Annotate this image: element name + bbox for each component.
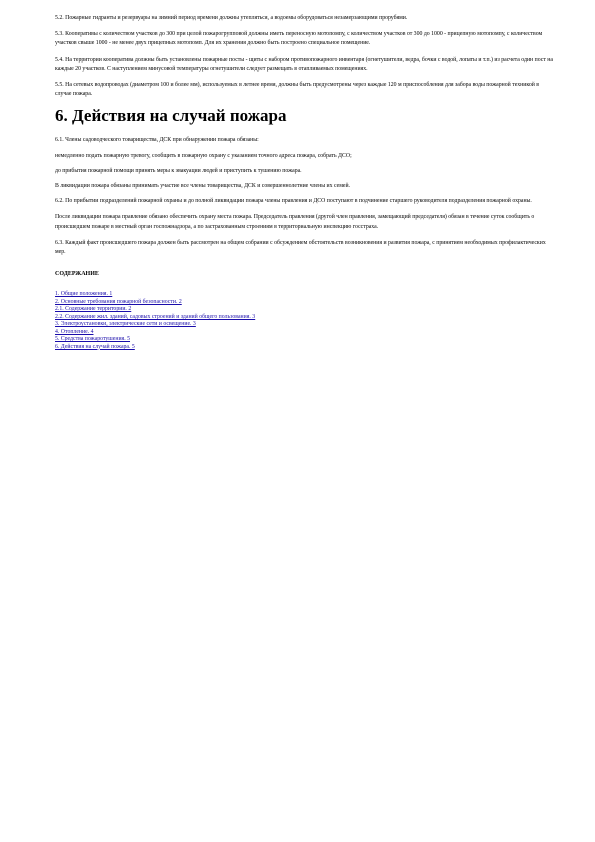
paragraph-6-2: 6.2. По прибытии подразделений пожарной охраны и до полной ликвидации пожара члены правления и ДСО поступают в подчинение старшего руководителя подразделения пожарной охраны. [55,198,532,205]
toc-item [55,329,553,337]
toc-item [55,344,553,352]
section-title: 6. Действия на случай пожара [55,106,287,126]
table-of-contents [55,291,553,351]
toc-link-5[interactable]: 5. Средства пожаротушения. 5 [55,336,131,343]
toc-item [55,306,553,314]
toc-link-1[interactable]: 1. Общие положения. 1 [55,291,113,298]
paragraph-5-2: 5.2. Пожарные гидранты и резервуары на зимний период времени должны утепляться, а водоемы оборудоваться незамерзающими прорубями. [55,15,408,21]
paragraph-5-3: 5.3. Кооперативы с количеством участков до 300 при целой пожарогрупповой должны иметь переносную мотопомпу, с количеством участков от 300 до 1000 - прицепную мотопомпу, с количеством участков свыше 1000 - не менее двух прицепных мотопомп. Для их хранения должно быть построено специальное помещение. [55,31,543,47]
paragraph-6-3: 6.3. Каждый факт происшедшего пожара должен быть рассмотрен на общем собрании с обсуждением обстоятельств возникновения и развития пожара, с принятием необходимых профилактических мер. [55,239,546,256]
paragraph-alarm: немедленно подать пожарную тревогу, сообщить в пожарную охрану с указанием точного адреса пожара, собрать ДСО; [55,152,352,159]
toc-item [55,336,553,344]
paragraph-5-5: 5.5. На сетевых водопроводах (диаметром 100 и более мм), используемых в летнее время, должны быть предусмотрены через каждые 120 м приспособления для забора воды пожарной техникой в случае пожара. [55,82,540,98]
toc-link-2[interactable]: 2. Основные требования пожарной безопасности. 2 [55,298,182,305]
document-page [55,14,553,351]
toc-link-2-2[interactable]: 2.2. Содержание жил. зданий, садовых строений и зданий общего пользования. 3 [55,313,256,320]
paragraph-6-1: 6.1. Члены садоводческого товарищества, ДСК при обнаружении пожара обязаны: [55,137,259,144]
toc-item [55,299,553,307]
toc-item [55,291,553,299]
toc-link-2-1[interactable]: 2.1. Содержание территории. 2 [55,306,132,313]
paragraph-evacuation: до прибытия пожарной помощи принять меры к эвакуации людей и приступить к тушению пожара. [55,167,302,174]
toc-link-3[interactable]: 3. Электроустановки, электрические сети и освещение. 3 [55,321,196,328]
paragraph-5-4: 5.4. На территории кооператива должны быть установлены пожарные посты - щиты с набором противопожарного инвентаря (огнетушители, ведра, бочки с водой, лопаты и т.п.) из расчета один пост на каждые 20 участков. С наступлением минусовой температуры огнетушители следует размещать в отапливаемых помещениях. [55,56,553,72]
toc-link-6[interactable]: 6. Действия на случай пожара. 5 [55,343,135,350]
toc-link-4[interactable]: 4. Отопление. 4 [55,328,94,335]
toc-item [55,321,553,329]
paragraph-participation: В ликвидации пожара обязаны принимать участие все члены товарищества, ДСК и совершеннолетние члены их семей. [55,183,350,190]
toc-item [55,314,553,322]
toc-heading: СОДЕРЖАНИЕ [55,271,99,278]
paragraph-after-fire: После ликвидации пожара правление обязано обеспечить охрану места пожара. Председатель правления (другой член правления, замещающий председателя) обязан в течение суток сообщить о происшедшем пожаре в местный орган госпожнадзора, а по застрахованным строениям в территориальную инспекцию госстраха. [55,214,535,230]
